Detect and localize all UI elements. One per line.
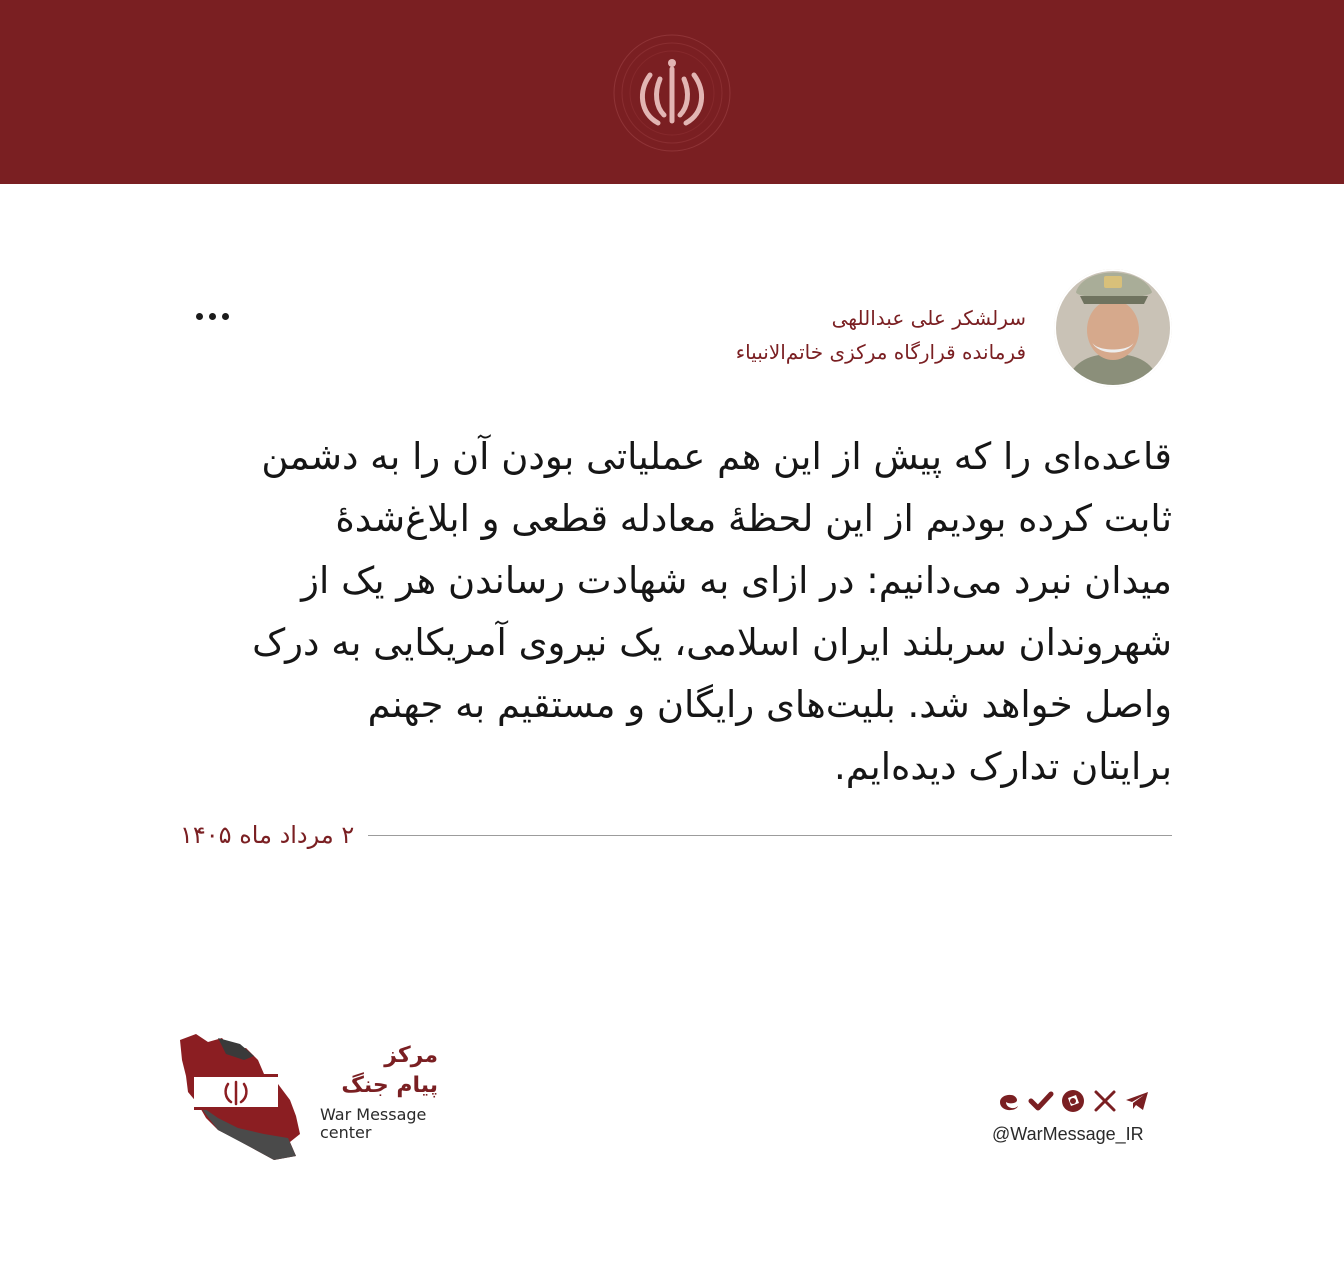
social-links bbox=[992, 1088, 1172, 1145]
iran-emblem-icon bbox=[612, 33, 732, 153]
brand-en-line2: center bbox=[320, 1123, 372, 1142]
author-name: سرلشکر علی عبداللهی bbox=[831, 306, 1026, 330]
divider bbox=[368, 835, 1172, 836]
quote-line: برایتان تدارک دیده‌ایم. bbox=[834, 745, 1172, 788]
author-title: فرمانده قرارگاه مرکزی خاتم‌الانبیاء bbox=[735, 340, 1026, 364]
bale-icon[interactable] bbox=[1028, 1088, 1054, 1114]
quote-line: قاعده‌ای را که پیش از این هم عملیاتی بودن آن را به دشمن bbox=[261, 435, 1172, 478]
more-options-icon[interactable] bbox=[196, 306, 236, 326]
avatar bbox=[1054, 258, 1172, 394]
telegram-icon[interactable] bbox=[1124, 1088, 1150, 1114]
social-icons-row bbox=[996, 1088, 1172, 1114]
eitaa-icon[interactable] bbox=[996, 1088, 1022, 1114]
brand-name bbox=[320, 1042, 450, 1142]
header-banner bbox=[0, 0, 1344, 184]
quote-line: واصل خواهد شد. بلیت‌های رایگان و مستقیم به جهنم bbox=[367, 683, 1172, 726]
iran-map-logo bbox=[178, 1030, 302, 1162]
quote-line: ثابت کرده بودیم از این لحظهٔ معادله قطعی و ابلاغ‌شدهٔ bbox=[335, 497, 1172, 540]
brand-en-line1: War Message bbox=[320, 1105, 427, 1124]
brand-logo bbox=[178, 1030, 448, 1165]
rubika-icon[interactable] bbox=[1060, 1088, 1086, 1114]
author-block bbox=[736, 302, 1026, 370]
quote-line: میدان نبرد می‌دانیم: در ازای به شهادت رساندن هر یک از bbox=[301, 559, 1172, 602]
date-row bbox=[180, 820, 1172, 850]
social-handle[interactable]: @WarMessage_IR bbox=[992, 1124, 1144, 1144]
quote-line: شهروندان سربلند ایران اسلامی، یک نیروی آمریکایی به درک bbox=[252, 621, 1172, 664]
quote-text bbox=[180, 426, 1172, 798]
post-date: ۲ مرداد ماه ۱۴۰۵ bbox=[180, 821, 355, 849]
brand-fa-line1: مرکز bbox=[384, 1043, 438, 1068]
brand-fa-line2: پیام جنگ bbox=[341, 1073, 438, 1098]
x-icon[interactable] bbox=[1092, 1088, 1118, 1114]
